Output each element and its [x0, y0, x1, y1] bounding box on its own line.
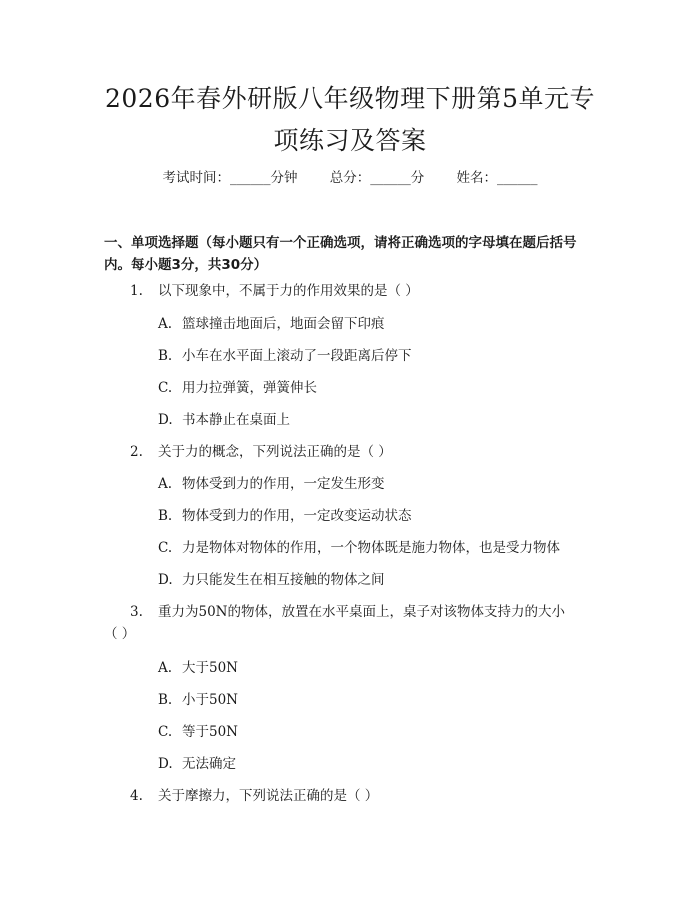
option-text: 篮球撞击地面后，地面会留下印痕 [182, 316, 385, 332]
question-3-stem-continued: （ ） [104, 626, 136, 642]
section-heading [104, 232, 594, 276]
option-letter: C. [158, 380, 173, 396]
option-letter: D. [158, 756, 173, 772]
option-letter: D. [158, 572, 173, 588]
question-stem: 以下现象中，不属于力的作用效果的是（ ） [158, 283, 419, 299]
option-text: 大于50N [182, 660, 238, 676]
question-number: 3. [130, 604, 143, 620]
option-text: 小于50N [182, 692, 238, 708]
title-line-2: 项练习及答案 [273, 126, 427, 155]
option-1c [158, 378, 317, 398]
option-text: 书本静止在桌面上 [182, 412, 290, 428]
option-2a [158, 474, 385, 494]
option-text: 力只能发生在相互接触的物体之间 [182, 572, 385, 588]
question-2 [130, 442, 392, 462]
question-number: 2. [130, 444, 143, 460]
option-text: 物体受到力的作用，一定改变运动状态 [182, 508, 412, 524]
option-2c [158, 538, 560, 558]
option-text: 用力拉弹簧，弹簧伸长 [182, 380, 317, 396]
document-title [60, 78, 640, 162]
question-stem: 重力为50N的物体，放置在水平桌面上，桌子对该物体支持力的大小 [158, 604, 565, 620]
option-letter: A. [158, 476, 173, 492]
option-letter: A. [158, 660, 173, 676]
option-2b [158, 506, 412, 526]
option-letter: D. [158, 412, 173, 428]
option-letter: B. [158, 692, 173, 708]
option-3a [158, 658, 238, 678]
exam-info [0, 168, 700, 188]
option-text: 小车在水平面上滚动了一段距离后停下 [182, 348, 412, 364]
option-letter: C. [158, 724, 173, 740]
option-3b [158, 690, 238, 710]
option-2d [158, 570, 385, 590]
option-3d [158, 754, 236, 774]
option-1b [158, 346, 412, 366]
option-text: 力是物体对物体的作用，一个物体既是施力物体，也是受力物体 [182, 540, 560, 556]
option-text: 等于50N [182, 724, 238, 740]
option-text: 物体受到力的作用，一定发生形变 [182, 476, 385, 492]
title-line-1: 2026年春外研版八年级物理下册第5单元专 [104, 84, 596, 113]
option-text: 无法确定 [182, 756, 236, 772]
exam-time-field: 考试时间：______分钟 [162, 170, 298, 186]
option-letter: C. [158, 540, 173, 556]
option-3c [158, 722, 238, 742]
question-3 [130, 602, 565, 622]
section-heading-line-2: 内。每小题3分，共30分） [104, 257, 268, 273]
name-field: 姓名：______ [456, 170, 538, 186]
option-1d [158, 410, 290, 430]
question-number: 1. [130, 283, 143, 299]
question-number: 4. [130, 788, 143, 804]
option-letter: B. [158, 348, 173, 364]
total-score-field: 总分：______分 [329, 170, 425, 186]
option-1a [158, 314, 385, 334]
option-letter: A. [158, 316, 173, 332]
question-stem: 关于力的概念，下列说法正确的是（ ） [158, 444, 392, 460]
question-stem: 关于摩擦力，下列说法正确的是（ ） [158, 788, 379, 804]
question-1 [130, 281, 419, 301]
section-heading-line-1: 一、单项选择题（每小题只有一个正确选项，请将正确选项的字母填在题后括号 [104, 235, 577, 251]
option-letter: B. [158, 508, 173, 524]
question-4 [130, 786, 379, 806]
